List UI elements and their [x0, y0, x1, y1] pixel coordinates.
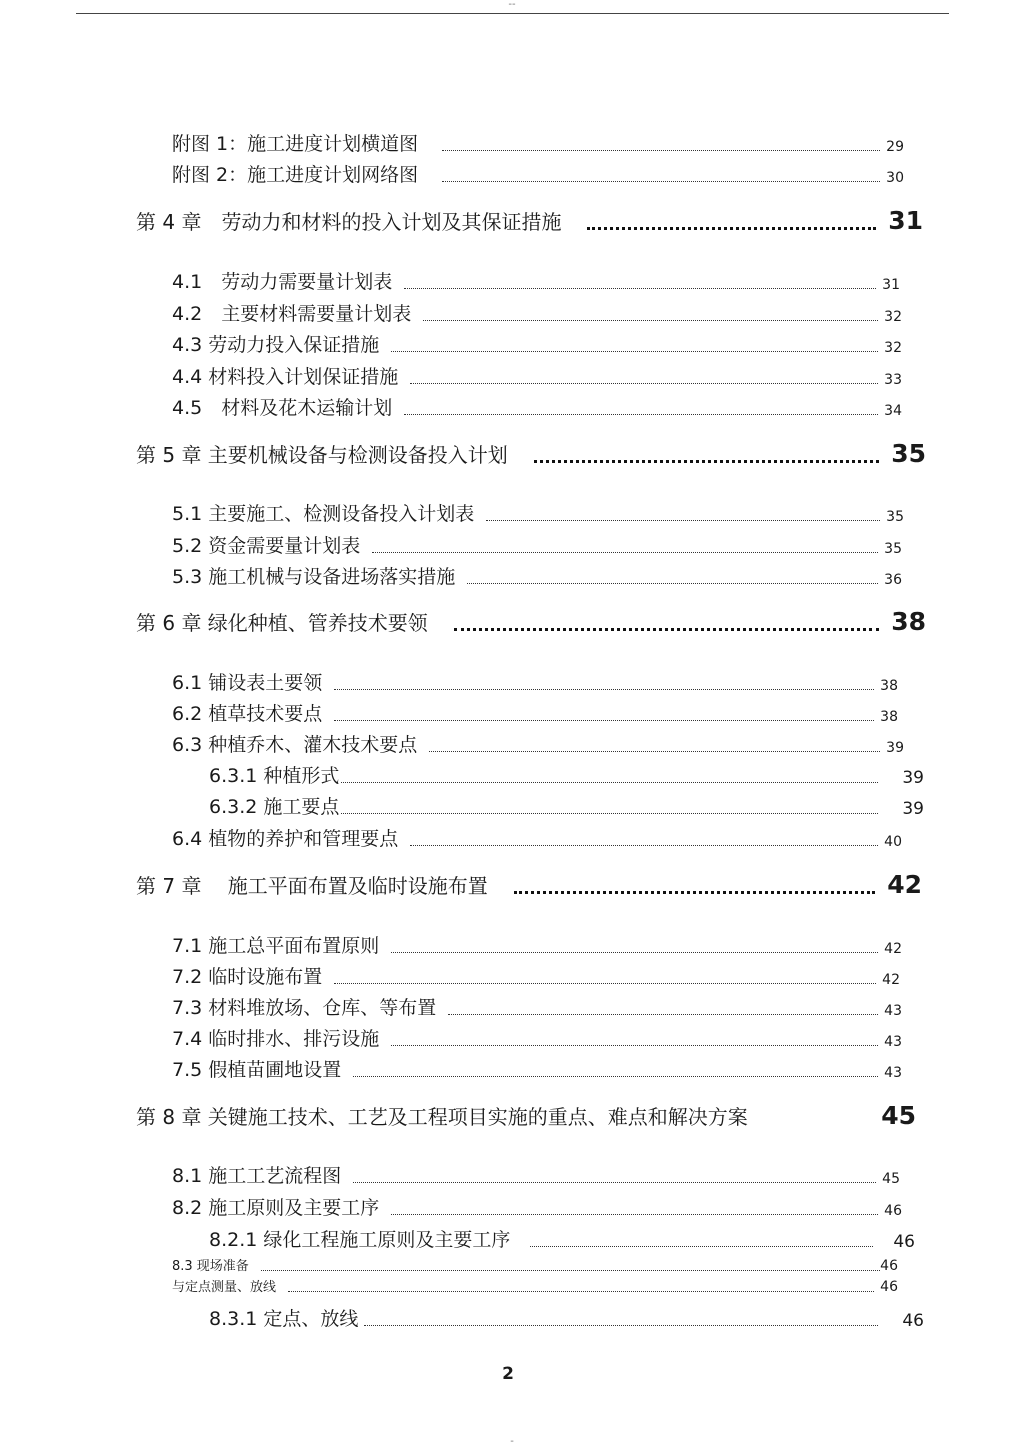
dot-leader	[391, 351, 878, 352]
toc-entry-8-2-1[interactable]	[209, 1226, 915, 1252]
dot-leader	[429, 751, 880, 752]
toc-entry-page: 31	[882, 277, 900, 293]
toc-entry-chapter-4[interactable]	[136, 207, 923, 235]
toc-entry-page: 40	[884, 834, 902, 850]
toc-entry-label: 8.3 现场准备	[172, 1259, 249, 1274]
toc-entry-label: 附图 1：施工进度计划横道图	[172, 133, 419, 155]
page-number: 2	[502, 1364, 514, 1384]
dot-leader	[448, 1014, 878, 1015]
toc-entry-label: 与定点测量、放线	[172, 1280, 277, 1295]
toc-entry-label: 6.2 植草技术要点	[172, 703, 323, 725]
toc-entry-8-3[interactable]	[172, 1256, 898, 1274]
header-mark: --	[508, 0, 516, 10]
toc-entry-page: 45	[882, 1171, 900, 1187]
toc-entry-5-1[interactable]	[172, 500, 904, 526]
toc-entry-label: 6.3.1 种植形式	[209, 765, 340, 787]
toc-entry-page: 42	[882, 972, 900, 988]
dot-leader	[261, 1270, 880, 1271]
toc-entry-page: 29	[886, 139, 904, 155]
dot-leader	[467, 583, 878, 584]
toc-entry-5-3[interactable]	[172, 563, 902, 589]
dot-leader	[391, 1045, 878, 1046]
dot-leader	[404, 288, 876, 289]
toc-entry-page: 32	[884, 309, 902, 325]
toc-entry-page: 35	[884, 541, 902, 557]
toc-entry-page: 38	[880, 678, 898, 694]
toc-entry-page: 30	[886, 170, 904, 186]
dot-leader	[534, 460, 879, 463]
toc-entry-page: 39	[886, 740, 904, 756]
toc-entry-page: 45	[881, 1101, 916, 1130]
toc-entry-page: 46	[880, 1279, 898, 1295]
toc-entry-label: 5.2 资金需要量计划表	[172, 535, 361, 557]
toc-entry-chapter-8[interactable]	[136, 1102, 916, 1130]
toc-entry-page: 46	[902, 1311, 924, 1331]
dot-leader	[353, 1182, 876, 1183]
dot-leader	[334, 720, 874, 721]
toc-entry-chapter-7[interactable]	[136, 871, 922, 899]
toc-entry-4-5[interactable]	[172, 394, 902, 420]
toc-entry-page: 38	[880, 709, 898, 725]
toc-entry-7-4[interactable]	[172, 1025, 902, 1051]
dot-leader	[514, 891, 875, 894]
toc-entry-page: 46	[893, 1232, 915, 1252]
dot-leader	[423, 320, 878, 321]
toc-entry-8-1[interactable]	[172, 1162, 900, 1188]
toc-entry-6-2[interactable]	[172, 700, 898, 726]
dot-leader	[442, 181, 880, 182]
toc-entry-7-2[interactable]	[172, 963, 900, 989]
toc-entry-label: 附图 2：施工进度计划网络图	[172, 164, 419, 186]
toc-entry-label: 4.2 主要材料需要量计划表	[172, 303, 412, 325]
toc-entry-page: 43	[884, 1065, 902, 1081]
toc-entry-label: 4.3 劳动力投入保证措施	[172, 334, 380, 356]
toc-entry-page: 43	[884, 1003, 902, 1019]
toc-entry-page: 39	[902, 768, 924, 788]
toc-entry-label: 6.4 植物的养护和管理要点	[172, 828, 399, 850]
toc-entry-7-1[interactable]	[172, 932, 902, 958]
toc-entry-appendix-2[interactable]	[172, 161, 904, 187]
dot-leader	[364, 1325, 878, 1326]
dot-leader	[587, 227, 876, 230]
dot-leader	[454, 628, 879, 631]
toc-entry-label: 4.5 材料及花木运输计划	[172, 397, 393, 419]
toc-entry-label: 7.2 临时设施布置	[172, 966, 323, 988]
toc-entry-page: 42	[884, 941, 902, 957]
toc-entry-6-3-2[interactable]	[209, 793, 924, 819]
toc-entry-page: 32	[884, 340, 902, 356]
toc-entry-appendix-1[interactable]	[172, 130, 904, 156]
dot-leader	[391, 952, 878, 953]
dot-leader	[410, 845, 878, 846]
dot-leader	[410, 383, 878, 384]
dot-leader	[334, 983, 876, 984]
toc-entry-label: 8.3.1 定点、放线	[209, 1308, 359, 1330]
toc-entry-label: 8.2 施工原则及主要工序	[172, 1197, 380, 1219]
toc-entry-7-5[interactable]	[172, 1056, 902, 1082]
footer-mark: -	[510, 1436, 514, 1447]
dot-leader	[372, 552, 878, 553]
toc-entry-6-3-1[interactable]	[209, 762, 924, 788]
toc-entry-page: 36	[884, 572, 902, 588]
toc-entry-4-2[interactable]	[172, 300, 902, 326]
toc-entry-page: 46	[884, 1203, 902, 1219]
toc-entry-6-4[interactable]	[172, 825, 902, 851]
toc-entry-8-2[interactable]	[172, 1194, 902, 1220]
toc-entry-page: 43	[884, 1034, 902, 1050]
toc-entry-label: 第 5 章 主要机械设备与检测设备投入计划	[136, 443, 508, 467]
toc-entry-8-3-continued[interactable]	[172, 1277, 898, 1295]
toc-entry-label: 5.3 施工机械与设备进场落实措施	[172, 566, 456, 588]
dot-leader	[442, 150, 880, 151]
dot-leader	[391, 1214, 878, 1215]
toc-entry-page: 33	[884, 372, 902, 388]
toc-entry-page: 35	[886, 509, 904, 525]
toc-entry-4-3[interactable]	[172, 331, 902, 357]
toc-entry-label: 8.2.1 绿化工程施工原则及主要工序	[209, 1229, 511, 1251]
toc-entry-chapter-5[interactable]	[136, 440, 926, 468]
toc-entry-7-3[interactable]	[172, 994, 902, 1020]
toc-entry-4-1[interactable]	[172, 268, 900, 294]
toc-entry-label: 5.1 主要施工、检测设备投入计划表	[172, 503, 475, 525]
toc-entry-label: 7.3 材料堆放场、仓库、等布置	[172, 997, 437, 1019]
toc-entry-page: 38	[891, 607, 926, 636]
toc-entry-4-4[interactable]	[172, 363, 902, 389]
dot-leader	[530, 1246, 873, 1247]
dot-leader	[353, 1076, 878, 1077]
toc-entry-page: 31	[888, 206, 923, 235]
dot-leader	[404, 414, 878, 415]
toc-entry-page: 39	[902, 799, 924, 819]
toc-entry-label: 6.1 铺设表土要领	[172, 672, 323, 694]
toc-entry-label: 第 7 章 施工平面布置及临时设施布置	[136, 874, 488, 898]
dot-leader	[486, 520, 880, 521]
toc-entry-8-3-1[interactable]	[209, 1305, 924, 1331]
toc-entry-6-1[interactable]	[172, 669, 898, 695]
toc-entry-label: 第 8 章 关键施工技术、工艺及工程项目实施的重点、难点和解决方案	[136, 1105, 748, 1129]
toc-entry-5-2[interactable]	[172, 532, 902, 558]
toc-entry-label: 6.3 种植乔木、灌木技术要点	[172, 734, 418, 756]
toc-entry-label: 第 6 章 绿化种植、管养技术要领	[136, 611, 428, 635]
header-rule	[76, 13, 949, 14]
dot-leader	[341, 782, 878, 783]
toc-entry-label: 7.1 施工总平面布置原则	[172, 935, 380, 957]
toc-entry-label: 第 4 章 劳动力和材料的投入计划及其保证措施	[136, 210, 562, 234]
toc-entry-page: 34	[884, 403, 902, 419]
dot-leader	[341, 813, 878, 814]
toc-entry-page: 35	[891, 439, 926, 468]
dot-leader	[288, 1291, 874, 1292]
toc-entry-6-3[interactable]	[172, 731, 904, 757]
toc-entry-label: 7.5 假植苗圃地设置	[172, 1059, 342, 1081]
dot-leader	[334, 689, 874, 690]
toc-entry-page: 46	[880, 1258, 898, 1274]
toc-entry-page: 42	[887, 870, 922, 899]
toc-entry-label: 6.3.2 施工要点	[209, 796, 340, 818]
toc-entry-label: 7.4 临时排水、排污设施	[172, 1028, 380, 1050]
toc-entry-chapter-6[interactable]	[136, 608, 926, 636]
toc-entry-label: 8.1 施工工艺流程图	[172, 1165, 342, 1187]
toc-entry-label: 4.4 材料投入计划保证措施	[172, 366, 399, 388]
toc-entry-label: 4.1 劳动力需要量计划表	[172, 271, 393, 293]
